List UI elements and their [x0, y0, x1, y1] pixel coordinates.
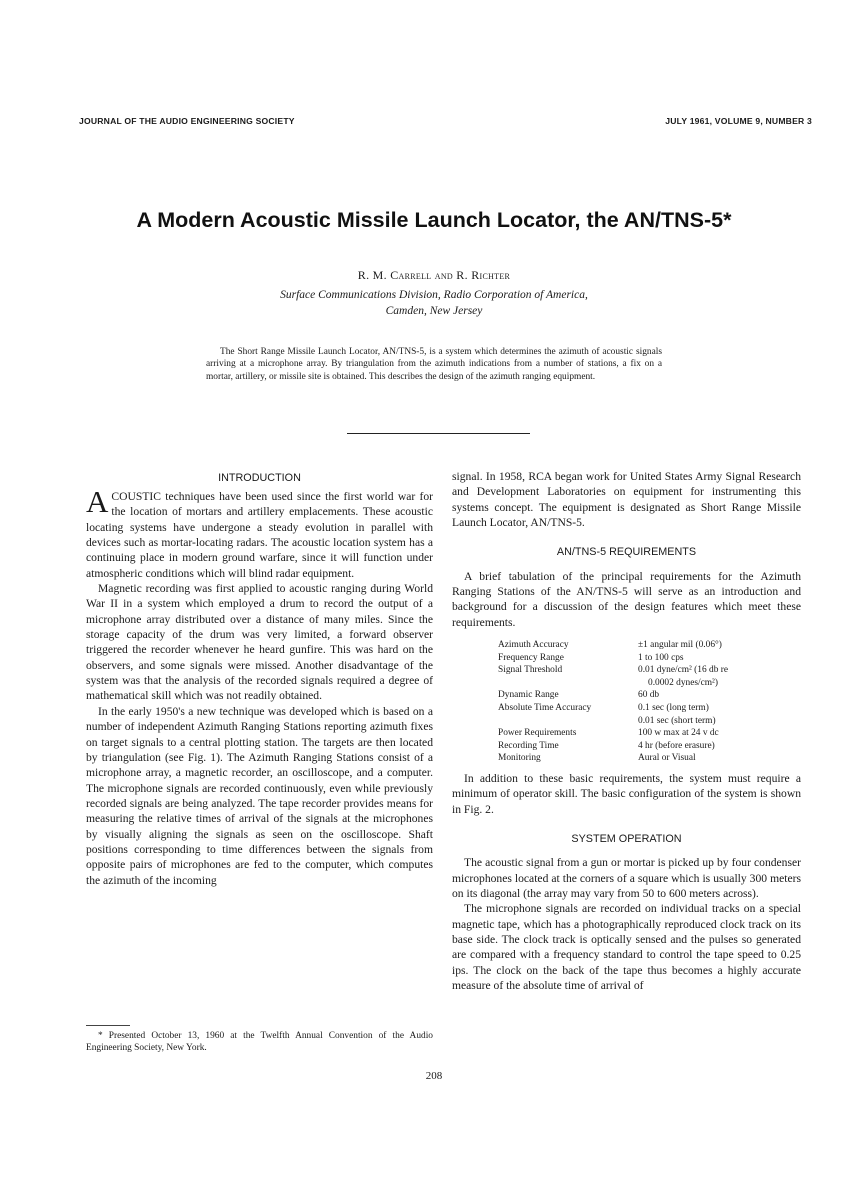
req-value-line-1: 0.1 sec (long term)	[638, 703, 709, 714]
req-value: 1 to 100 cps	[638, 652, 684, 663]
req-value-line-2: 0.01 sec (short term)	[638, 715, 716, 726]
table-row	[498, 752, 728, 765]
page-number: 208	[425, 1070, 443, 1082]
drop-cap: A	[86, 484, 109, 519]
requirements-table	[498, 639, 728, 765]
left-column	[86, 484, 433, 888]
req-value: 4 hr (before erasure)	[638, 740, 715, 751]
req-name: Monitoring	[498, 753, 541, 764]
table-row	[498, 727, 728, 740]
heading-introduction: INTRODUCTION	[218, 472, 301, 484]
req-name: Azimuth Accuracy	[498, 640, 569, 651]
req-value: Aural or Visual	[638, 753, 696, 764]
intro-paragraph-2: Magnetic recording was first applied to acoustic ranging during World War II in a system which employed a drum to record the output of a microphone array distributed over a distance of many miles. Since the storage capacity of the drum was very limited, a forward observer triggered the recorder whenever he heard gunfire. This was hard on the observers, and some signals were missed. Another disadvantage of the system was that the analysis of the recorded signals required a degree of mathematical skill which was not readily obtained.	[86, 582, 433, 703]
req-name: Power Requirements	[498, 728, 577, 739]
operation-paragraph-2: The microphone signals are recorded on individual tracks on a special magnetic tape, which has a photographically reproduced clock track on its base side. The clock track is optically sensed and the pulses so generated are compared with a frequency standard to control the tape speed to 0.25 ips. The clock on the back of the tape thus becomes a highly accurate measure of the absolute time of arrival of	[452, 902, 801, 993]
req-value-line-2: 0.0002 dynes/cm²)	[648, 677, 718, 688]
footnote: * Presented October 13, 1960 at the Twelfth Annual Convention of the Audio Engineering Society, New York.	[86, 1031, 433, 1054]
intro-paragraph-1-text: COUSTIC techniques have been used since the first world war for the location of mortars and artillery emplacements. These acoustic locating systems have undergone a steady evolution in parallel with devices such as mortar-locating radars. The acoustic location system has a continuing place in modern ground warfare, since it will function under atmospheric conditions which will blind radar equipment.	[86, 490, 433, 580]
authors: R. M. Carrell and R. Richter	[357, 268, 511, 282]
title-divider	[347, 433, 530, 434]
req-name: Frequency Range	[498, 652, 564, 663]
table-row	[498, 740, 728, 753]
req-name: Signal Threshold	[498, 665, 563, 676]
req-name: Dynamic Range	[498, 690, 559, 701]
requirements-paragraph-1: A brief tabulation of the principal requirements for the Azimuth Ranging Stations of the AN/TNS-5 will serve as an introduction and background for a discussion of the design features which meet these requirements.	[452, 569, 801, 629]
footnote-rule	[86, 1025, 130, 1026]
running-header-journal: JOURNAL OF THE AUDIO ENGINEERING SOCIETY	[79, 116, 295, 126]
req-name: Absolute Time Accuracy	[498, 703, 592, 714]
table-row	[498, 664, 728, 689]
req-value	[638, 702, 728, 727]
requirements-paragraph-2: In addition to these basic requirements, the system must require a minimum of operator skill. The basic configuration of the system is shown in Fig. 2.	[452, 772, 801, 816]
req-value: 60 db	[638, 690, 660, 701]
right-column	[452, 469, 801, 994]
heading-requirements: AN/TNS-5 REQUIREMENTS	[556, 546, 697, 559]
intro-paragraph-1	[86, 484, 433, 581]
req-value-line-1: 0.01 dyne/cm² (16 db re	[638, 665, 729, 676]
table-row	[498, 639, 728, 652]
req-value: ±1 angular mil (0.06°)	[638, 640, 722, 651]
req-value	[638, 664, 728, 689]
abstract: The Short Range Missile Launch Locator, AN/TNS-5, is a system which determines the azimuth of acoustic signals arriving at a microphone array. By triangulation from the azimuth indications from a number of stations, a fix on a mortar, artillery, or missile site is obtained. This describes the design of the azimuth ranging equipment.	[206, 347, 662, 382]
table-row	[498, 652, 728, 665]
req-value: 100 w max at 24 v dc	[638, 728, 719, 739]
table-row	[498, 702, 728, 727]
affiliation-line-2: Camden, New Jersey	[385, 305, 483, 317]
req-name: Recording Time	[498, 740, 559, 751]
affiliation-line-1: Surface Communications Division, Radio Corporation of America,	[280, 289, 588, 301]
operation-paragraph-1: The acoustic signal from a gun or mortar is picked up by four condenser microphones located at the corners of a square which is usually 300 meters on its diagonal (the array may vary from 50 to 600 meters across).	[452, 856, 801, 901]
intro-paragraph-3: In the early 1950's a new technique was developed which is based on a number of independent Azimuth Ranging Stations reporting azimuth fixes on target signals to a central plotting station. The targets are then located by triangulation (see Fig. 1). The Azimuth Ranging Stations consist of a microphone array, a magnetic recorder, an oscilloscope, and a computer. The microphone signals are recorded continuously, even while previously recorded signals are being analyzed. The tape recorder provides means for measuring the relative times of arrival of the signals at the microphones by visually aligning the signals as seen on the oscilloscope. Shaft positions corresponding to time differences between the signals from opposite pairs of microphones are fed to the computer, which computes the azimuth of the incoming	[86, 704, 433, 887]
heading-system-operation: SYSTEM OPERATION	[571, 833, 682, 846]
table-row	[498, 689, 728, 702]
running-header-issue: JULY 1961, VOLUME 9, NUMBER 3	[665, 116, 812, 126]
intro-paragraph-4: signal. In 1958, RCA began work for United States Army Signal Research and Development Laboratories on equipment for instrumenting this systems concept. The equipment is designated as Short Range Missile Launch Locator, AN/TNS-5.	[452, 470, 801, 530]
article-title: A Modern Acoustic Missile Launch Locator, the AN/TNS-5*	[136, 208, 732, 232]
